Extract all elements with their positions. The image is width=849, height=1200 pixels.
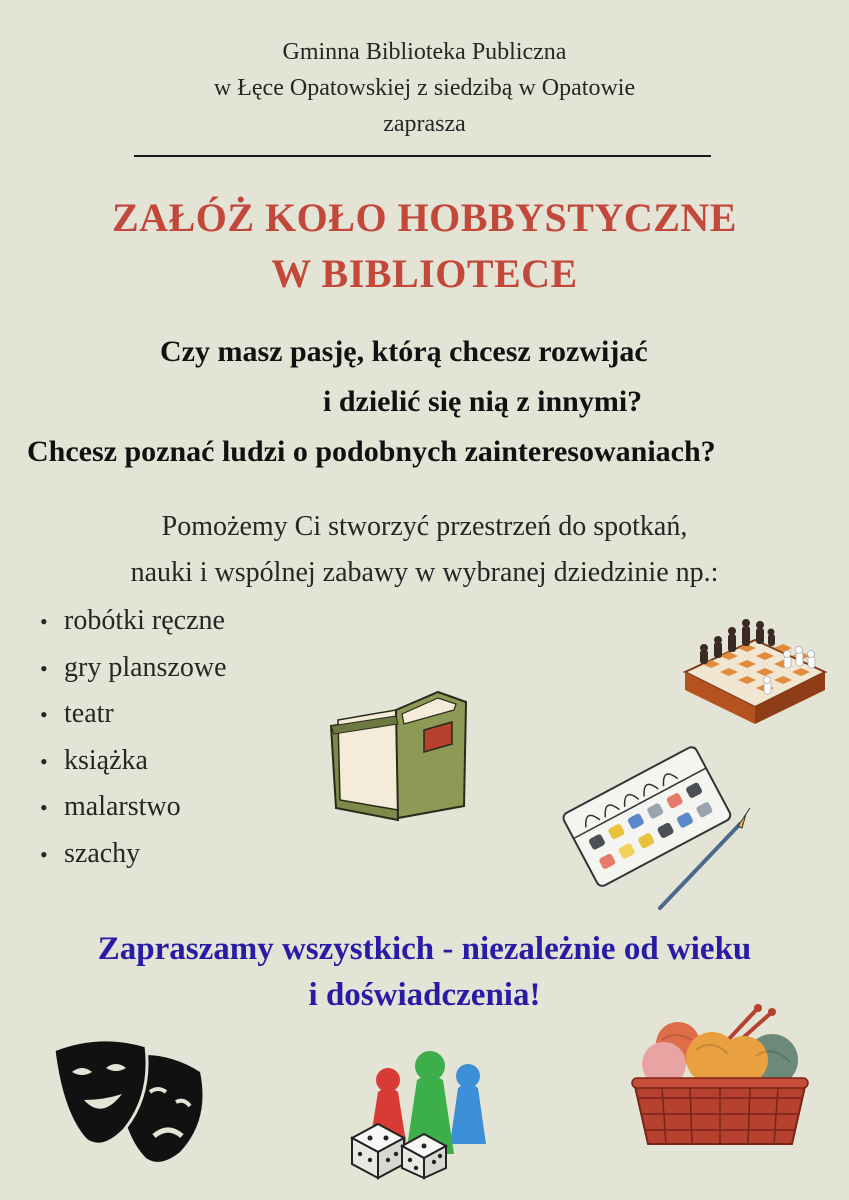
list-item-label: szachy <box>64 837 141 869</box>
bullet: • <box>40 609 48 634</box>
list-item <box>40 645 227 692</box>
intro-line-2: nauki i wspólnej zabawy w wybranej dziedzinie np.: <box>130 557 719 588</box>
yarn-basket-icon <box>632 1000 808 1150</box>
paint-palette-icon <box>562 742 762 914</box>
question-line-2: i dzielić się nią z innymi? <box>323 385 643 418</box>
list-item-label: książka <box>64 744 148 776</box>
bullet: • <box>40 655 48 681</box>
organizer-header <box>0 34 849 142</box>
title-line-2: W BIBLIOTECE <box>271 251 578 296</box>
question-line-3: Chcesz poznać ludzi o podobnych zainteresowaniach? <box>27 435 716 468</box>
theater-masks-icon <box>50 1030 215 1170</box>
invites-text: zaprasza <box>383 111 466 137</box>
invitation-line-1: Zapraszamy wszystkich - niezależnie od wieku <box>97 931 752 967</box>
intro-line-1: Pomożemy Ci stworzyć przestrzeń do spotkań, <box>161 511 688 542</box>
list-item <box>40 831 227 878</box>
header-divider <box>134 155 711 157</box>
list-item <box>40 738 227 785</box>
bullet: • <box>40 841 48 867</box>
invitation-text <box>0 926 849 1018</box>
list-item <box>40 598 227 645</box>
book-icon <box>326 688 476 823</box>
intro-text <box>0 504 849 596</box>
question-line-1: Czy masz pasję, którą chcesz rozwijać <box>160 335 648 368</box>
list-item-label: gry planszowe <box>64 651 227 683</box>
organizer-name: Gminna Biblioteka Publiczna <box>282 39 567 65</box>
poster-title <box>0 190 849 302</box>
title-line-1: ZAŁÓŻ KOŁO HOBBYSTYCZNE <box>112 195 737 240</box>
bullet: • <box>40 748 48 774</box>
list-item-label: robótki ręczne <box>64 605 225 636</box>
chessboard-icon <box>680 612 830 732</box>
list-item-label: malarstwo <box>64 791 181 822</box>
bullet: • <box>40 795 48 820</box>
organizer-location: w Łęce Opatowskiej z siedzibą w Opatowie <box>213 75 636 101</box>
board-game-pawns-dice-icon <box>348 1050 498 1180</box>
list-item-label: teatr <box>64 698 114 729</box>
invitation-line-2: i doświadczenia! <box>308 977 541 1013</box>
list-item <box>40 691 227 738</box>
list-item <box>40 784 227 831</box>
bullet: • <box>40 702 48 727</box>
hobby-list <box>40 598 227 877</box>
